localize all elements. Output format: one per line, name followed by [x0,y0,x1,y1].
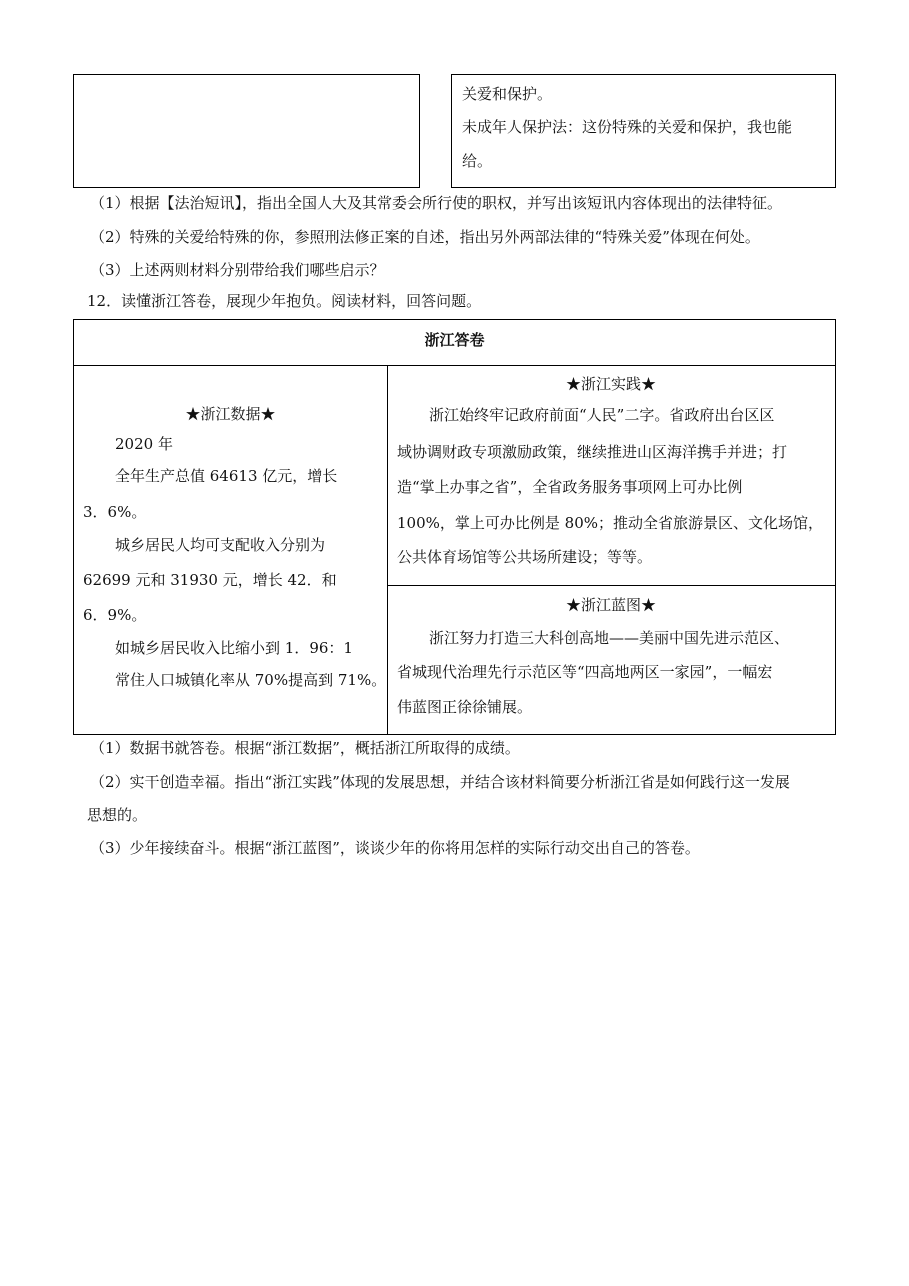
practice-heading: ★浙江实践★ [565,375,656,393]
data-line: 城乡居民人均可支配收入分别为 [115,536,326,554]
table-divider [387,365,388,734]
question-item: （3）少年接续奋斗。根据“浙江蓝图”，谈谈少年的你将用怎样的实际行动交出自己的答卷。 [90,839,700,857]
question-item: （2）实干创造幸福。指出“浙江实践”体现的发展思想，并结合该材料简要分析浙江省是如何践行这一发展 [90,773,790,791]
blueprint-line: 伟蓝图正徐徐铺展。 [397,698,533,716]
question-item: （2）特殊的关爱给特殊的你，参照刑法修正案的自述，指出另外两部法律的“特殊关爱”体现在何处。 [90,228,760,246]
practice-line: 造“掌上办事之省”，全省政务服务事项网上可办比例 [397,478,743,496]
practice-line: 公共体育场馆等公共场所建设；等等。 [397,548,653,566]
table-divider [387,585,835,586]
zhejiang-answer-table [73,319,836,735]
question-item-continuation: 思想的。 [87,806,148,824]
blueprint-line: 浙江努力打造三大科创高地——美丽中国先进示范区、 [429,629,790,647]
data-line: 全年生产总值 64613 亿元，增长 [115,467,338,485]
question-item: （1）数据书就答卷。根据“浙江数据”，概括浙江所取得的成绩。 [90,739,520,757]
material-line: 未成年人保护法：这份特殊的关爱和保护，我也能 [462,118,793,136]
question-stem: 12．读懂浙江答卷，展现少年抱负。阅读材料，回答问题。 [87,292,482,310]
material-line: 给。 [462,152,493,170]
material-box-right [451,74,836,188]
data-line: 常住人口城镇化率从 70%提高到 71%。 [115,671,387,689]
blueprint-heading: ★浙江蓝图★ [565,596,656,614]
data-line: 62699 元和 31930 元，增长 42．和 [83,571,337,589]
table-title: 浙江答卷 [424,331,485,349]
question-item: （1）根据【法治短讯】，指出全国人大及其常委会所行使的职权，并写出该短讯内容体现出的法律特征。 [90,194,783,212]
practice-line: 100%，掌上可办比例是 80%；推动全省旅游景区、文化场馆， [397,514,823,532]
blueprint-line: 省城现代治理先行示范区等“四高地两区一家园”，一幅宏 [397,663,773,681]
question-item: （3）上述两则材料分别带给我们哪些启示？ [90,261,385,279]
data-line: 2020 年 [115,435,173,453]
material-box-left [73,74,420,188]
practice-line: 域协调财政专项激励政策，继续推进山区海洋携手并进；打 [397,443,788,461]
data-heading: ★浙江数据★ [185,405,276,423]
data-line: 如城乡居民收入比缩小到 1．96：1 [115,639,353,657]
data-line: 6．9%。 [83,606,147,624]
data-line: 3．6%。 [83,503,147,521]
practice-line: 浙江始终牢记政府前面“人民”二字。省政府出台区区 [429,406,775,424]
material-line: 关爱和保护。 [462,85,553,103]
table-divider [74,365,835,366]
